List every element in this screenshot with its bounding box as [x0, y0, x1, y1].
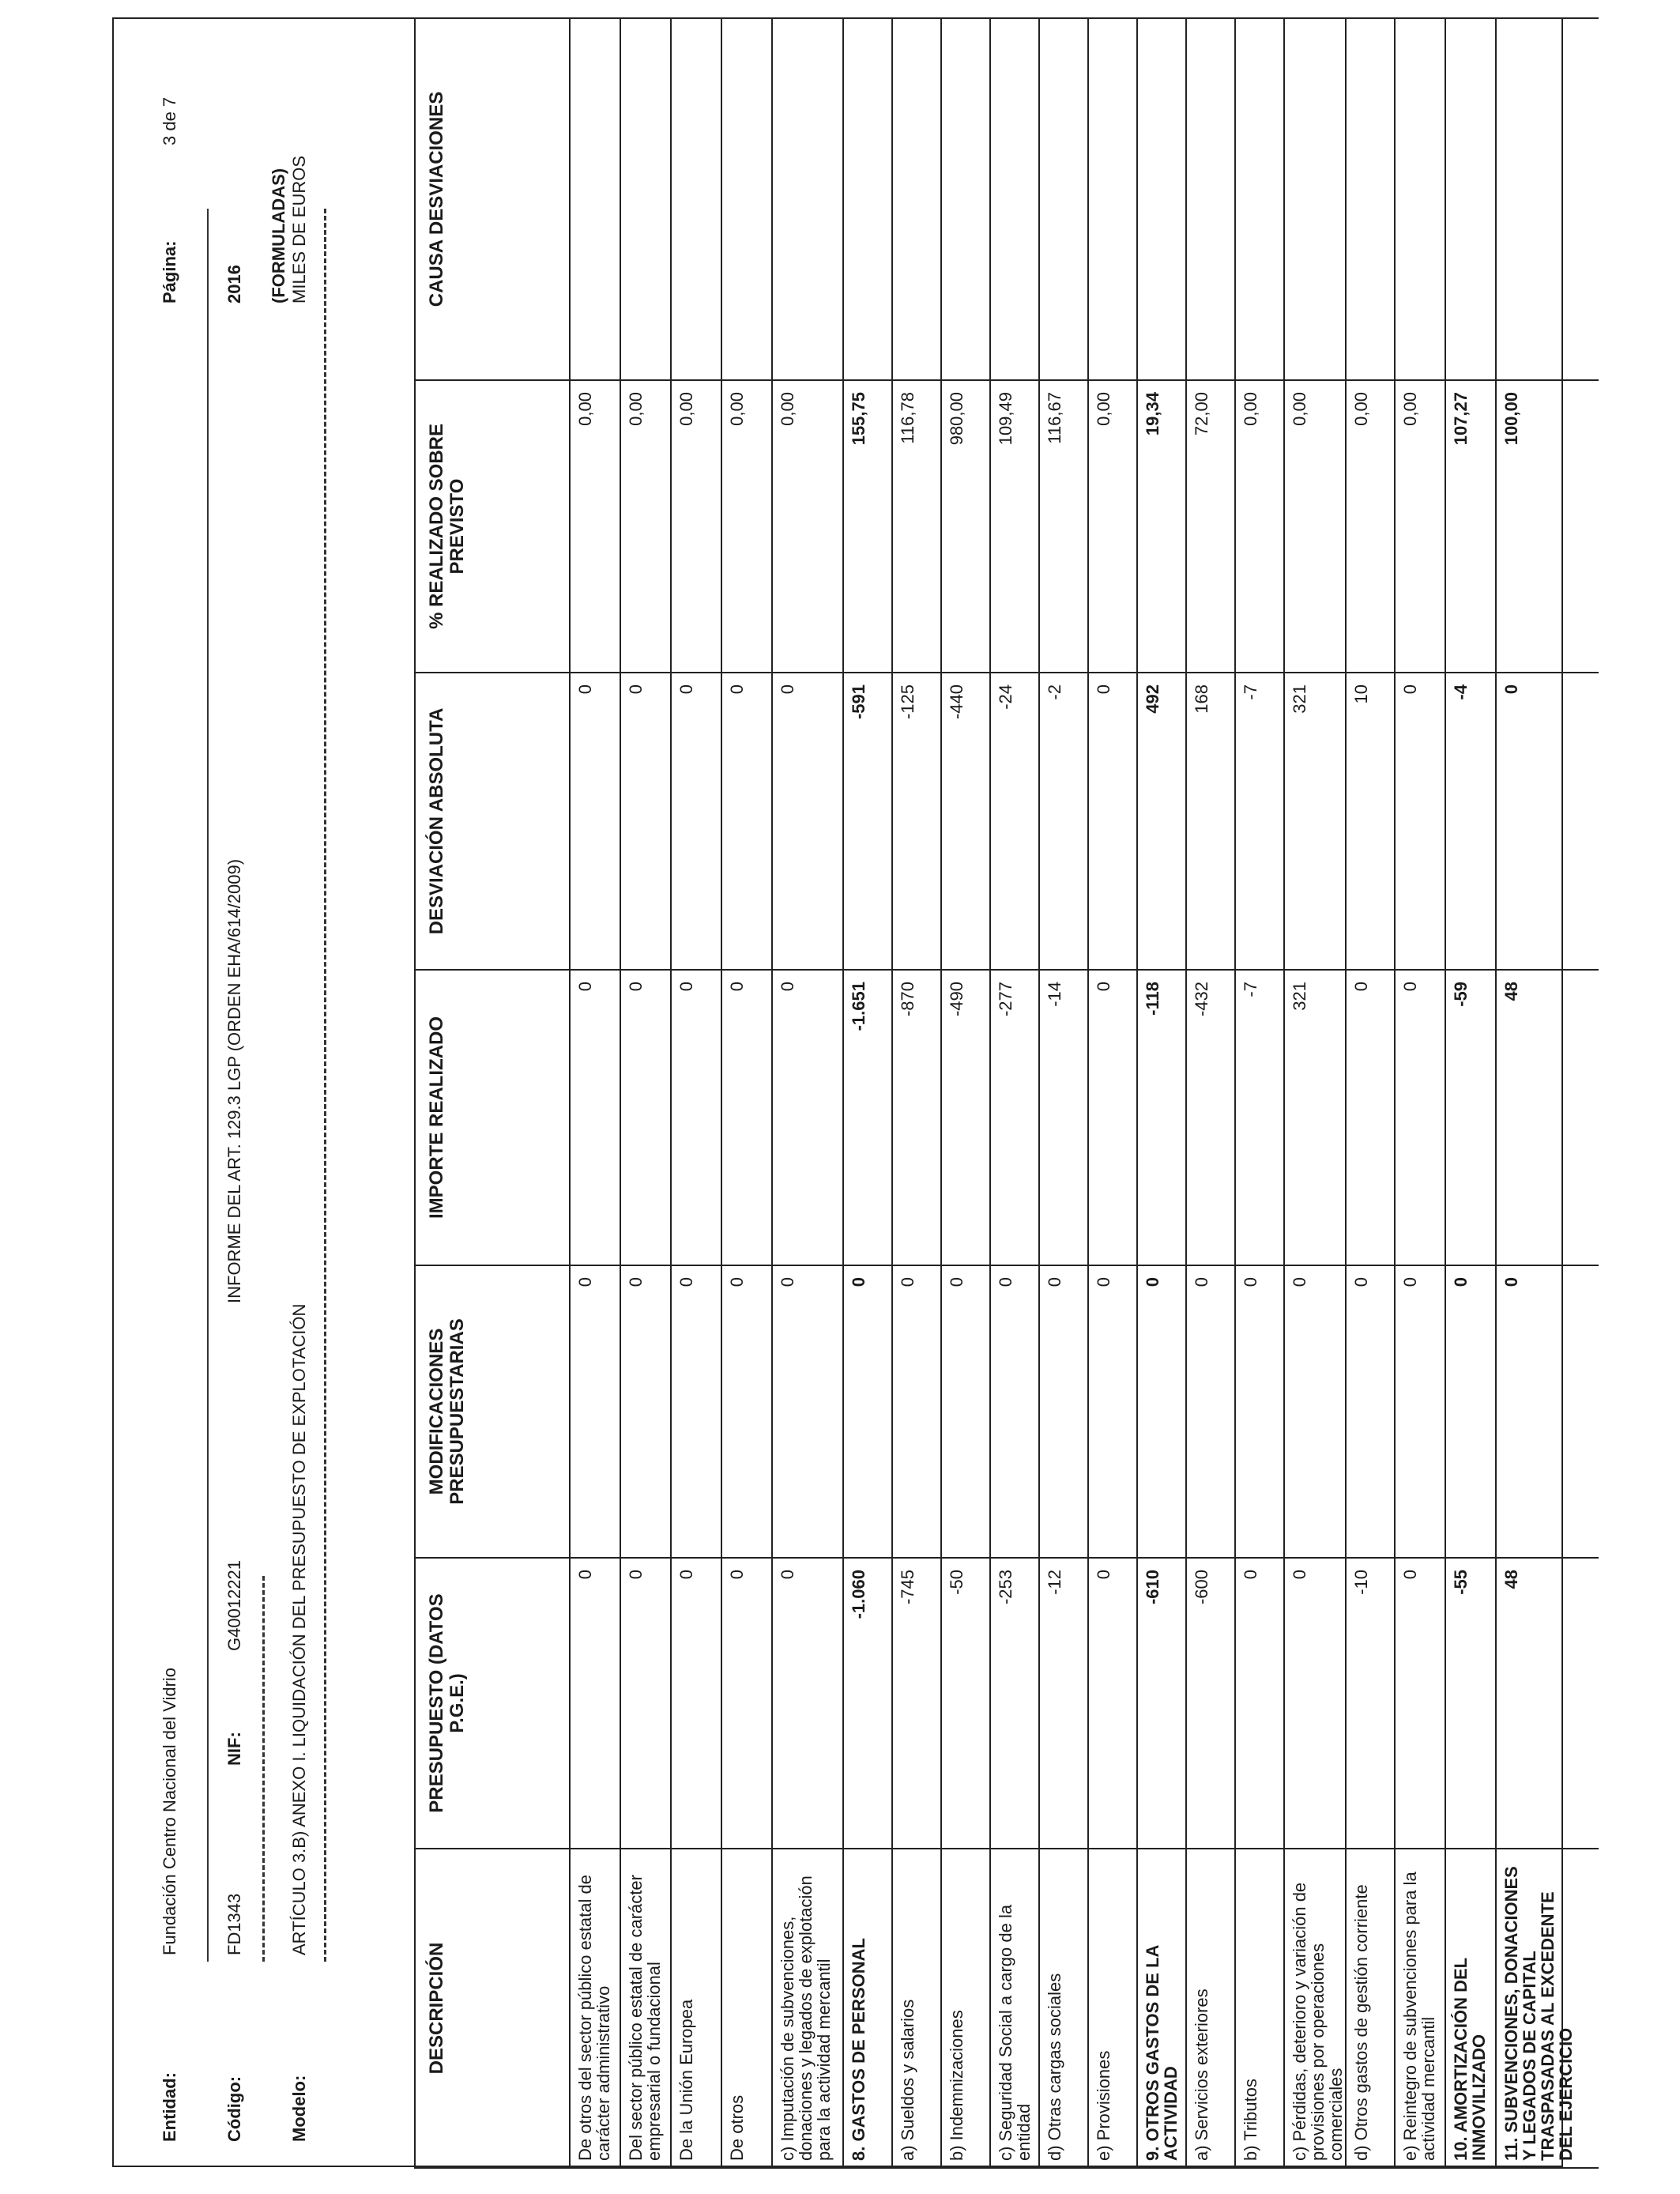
row-desviacion: -440 — [941, 673, 990, 970]
header-rule — [207, 209, 209, 1962]
row-descripcion: 10. AMORTIZACIÓN DEL INMOVILIZADO — [1445, 1849, 1496, 2168]
row-modificaciones: 0 — [1395, 1265, 1445, 1558]
row-desviacion: 0 — [570, 673, 620, 970]
row-presupuesto: 0 — [1235, 1558, 1284, 1849]
row-desviacion: 10 — [1346, 673, 1395, 970]
row-importe: -59 — [1445, 970, 1496, 1265]
row-modificaciones: 0 — [1137, 1265, 1186, 1558]
row-desviacion: 0 — [1496, 673, 1599, 970]
row-desviacion: -125 — [892, 673, 941, 970]
row-modificaciones: 0 — [990, 1265, 1039, 1558]
budget-liquidation-table — [414, 17, 1599, 2169]
row-porcentaje: 107,27 — [1445, 380, 1496, 673]
row-importe: 321 — [1284, 970, 1346, 1265]
row-presupuesto: 0 — [671, 1558, 721, 1849]
table-row — [1284, 18, 1346, 2168]
table-row — [1039, 18, 1088, 2168]
codigo-value: FD1343 — [224, 1893, 244, 1955]
row-importe: 0 — [1395, 970, 1445, 1265]
row-porcentaje: 0,00 — [1284, 380, 1346, 673]
row-descripcion: b) Tributos — [1235, 1849, 1284, 2168]
col-header-porcentaje: % REALIZADO SOBRE PREVISTO — [415, 380, 570, 673]
row-descripcion: Del sector público estatal de carácter empresarial o fundacional — [620, 1849, 671, 2168]
row-porcentaje: 0,00 — [772, 380, 843, 673]
row-desviacion: -7 — [1235, 673, 1284, 970]
row-importe: -118 — [1137, 970, 1186, 1265]
row-modificaciones: 0 — [843, 1265, 892, 1558]
row-descripcion: 11. SUBVENCIONES, DONACIONES Y LEGADOS DE CAPITAL TRASPASADAS AL EXCEDENTE DEL EJERCICIO — [1496, 1849, 1599, 2168]
row-descripcion: b) Indemnizaciones — [941, 1849, 990, 2168]
table-row — [843, 18, 892, 2168]
row-modificaciones: 0 — [1186, 1265, 1235, 1558]
row-presupuesto: 0 — [570, 1558, 620, 1849]
row-porcentaje: 0,00 — [620, 380, 671, 673]
row-causa — [671, 18, 721, 380]
row-causa — [1088, 18, 1137, 380]
row-descripcion: c) Imputación de subvenciones, donaciones y legados de explotación para la actividad mercantil — [772, 1849, 843, 2168]
row-desviacion: -24 — [990, 673, 1039, 970]
row-porcentaje: 0,00 — [570, 380, 620, 673]
row-presupuesto: 0 — [1284, 1558, 1346, 1849]
row-descripcion: e) Reintegro de subvenciones para la actividad mercantil — [1395, 1849, 1445, 2168]
row-modificaciones: 0 — [1284, 1265, 1346, 1558]
table-row — [570, 18, 620, 2168]
row-causa — [570, 18, 620, 380]
table-row — [1088, 18, 1137, 2168]
codigo-dashes — [262, 1576, 265, 1962]
row-presupuesto: -55 — [1445, 1558, 1496, 1849]
row-modificaciones: 0 — [772, 1265, 843, 1558]
row-causa — [1346, 18, 1395, 380]
row-causa — [1395, 18, 1445, 380]
row-presupuesto: -12 — [1039, 1558, 1088, 1849]
row-porcentaje: 0,00 — [721, 380, 772, 673]
nif-value: G40012221 — [224, 1560, 244, 1651]
row-descripcion: 8. GASTOS DE PERSONAL — [843, 1849, 892, 2168]
row-porcentaje: 0,00 — [1235, 380, 1284, 673]
pagina-value: 3 de 7 — [160, 96, 179, 145]
table-row — [1496, 18, 1599, 2168]
units-label: MILES DE EUROS — [289, 155, 309, 303]
row-importe: 0 — [1346, 970, 1395, 1265]
table-row — [721, 18, 772, 2168]
row-porcentaje: 0,00 — [1088, 380, 1137, 673]
row-porcentaje: 0,00 — [1395, 380, 1445, 673]
row-descripcion: c) Pérdidas, deterioro y variación de provisiones por operaciones comerciales — [1284, 1849, 1346, 2168]
document-page — [112, 17, 1576, 2167]
row-descripcion: e) Provisiones — [1088, 1849, 1137, 2168]
row-descripcion: c) Seguridad Social a cargo de la entidad — [990, 1849, 1039, 2168]
row-causa — [1235, 18, 1284, 380]
row-modificaciones: 0 — [892, 1265, 941, 1558]
table-row — [892, 18, 941, 2168]
row-desviacion: 0 — [1395, 673, 1445, 970]
row-importe: -277 — [990, 970, 1039, 1265]
table-body — [570, 18, 1599, 2168]
row-modificaciones: 0 — [1088, 1265, 1137, 1558]
row-importe: 0 — [1088, 970, 1137, 1265]
table-row — [1395, 18, 1445, 2168]
informe-title: INFORME DEL ART. 129.3 LGP (ORDEN EHA/614/2009) — [224, 858, 244, 1303]
row-importe: 48 — [1496, 970, 1599, 1265]
table-row — [772, 18, 843, 2168]
table-row — [1346, 18, 1395, 2168]
row-modificaciones: 0 — [941, 1265, 990, 1558]
row-porcentaje: 0,00 — [671, 380, 721, 673]
row-presupuesto: 0 — [772, 1558, 843, 1849]
row-desviacion: 0 — [721, 673, 772, 970]
table-row — [990, 18, 1039, 2168]
row-causa — [1496, 18, 1599, 380]
modelo-label: Modelo: — [289, 2075, 309, 2142]
row-desviacion: 168 — [1186, 673, 1235, 970]
report-year: 2016 — [224, 265, 244, 303]
row-importe: 0 — [671, 970, 721, 1265]
pagina-label: Página: — [160, 240, 179, 303]
nif-label: NIF: — [224, 1732, 244, 1766]
table-row — [620, 18, 671, 2168]
table-row — [671, 18, 721, 2168]
row-presupuesto: -253 — [990, 1558, 1039, 1849]
row-causa — [721, 18, 772, 380]
table-row — [1137, 18, 1186, 2168]
row-descripcion: d) Otras cargas sociales — [1039, 1849, 1088, 2168]
row-modificaciones: 0 — [570, 1265, 620, 1558]
row-desviacion: 492 — [1137, 673, 1186, 970]
row-causa — [1039, 18, 1088, 380]
table-row — [1235, 18, 1284, 2168]
modelo-dashes — [324, 209, 326, 1962]
row-desviacion: 0 — [772, 673, 843, 970]
row-presupuesto: -1.060 — [843, 1558, 892, 1849]
row-causa — [1137, 18, 1186, 380]
row-modificaciones: 0 — [721, 1265, 772, 1558]
entidad-value: Fundación Centro Nacional del Vidrio — [160, 1667, 179, 1955]
row-presupuesto: 0 — [721, 1558, 772, 1849]
row-modificaciones: 0 — [671, 1265, 721, 1558]
row-importe: 0 — [772, 970, 843, 1265]
table-row — [1186, 18, 1235, 2168]
row-descripcion: 9. OTROS GASTOS DE LA ACTIVIDAD — [1137, 1849, 1186, 2168]
col-header-causa: CAUSA DESVIACIONES — [415, 18, 570, 380]
row-modificaciones: 0 — [620, 1265, 671, 1558]
row-presupuesto: -10 — [1346, 1558, 1395, 1849]
col-header-descripcion: DESCRIPCIÓN — [415, 1849, 570, 2168]
row-modificaciones: 0 — [1039, 1265, 1088, 1558]
row-porcentaje: 116,67 — [1039, 380, 1088, 673]
table-header-row — [415, 18, 570, 2168]
row-importe: 0 — [570, 970, 620, 1265]
row-descripcion: d) Otros gastos de gestión corriente — [1346, 1849, 1395, 2168]
row-porcentaje: 0,00 — [1346, 380, 1395, 673]
row-causa — [1284, 18, 1346, 380]
table-row — [941, 18, 990, 2168]
col-header-modificaciones: MODIFICACIONES PRESUPUESTARIAS — [415, 1265, 570, 1558]
row-causa — [990, 18, 1039, 380]
row-porcentaje: 109,49 — [990, 380, 1039, 673]
col-header-presupuesto: PRESUPUESTO (DATOS P.G.E.) — [415, 1558, 570, 1849]
row-descripcion: De la Unión Europea — [671, 1849, 721, 2168]
row-importe: 0 — [620, 970, 671, 1265]
row-presupuesto: 0 — [1395, 1558, 1445, 1849]
row-desviacion: -591 — [843, 673, 892, 970]
row-presupuesto: 0 — [1088, 1558, 1137, 1849]
row-importe: -432 — [1186, 970, 1235, 1265]
row-presupuesto: 48 — [1496, 1558, 1599, 1849]
row-modificaciones: 0 — [1235, 1265, 1284, 1558]
row-desviacion: 0 — [671, 673, 721, 970]
row-causa — [843, 18, 892, 380]
row-modificaciones: 0 — [1496, 1265, 1599, 1558]
row-causa — [620, 18, 671, 380]
row-causa — [1186, 18, 1235, 380]
table-row — [1445, 18, 1496, 2168]
formuladas-label: (FORMULADAS) — [269, 168, 288, 303]
row-importe: 0 — [721, 970, 772, 1265]
row-presupuesto: -600 — [1186, 1558, 1235, 1849]
row-porcentaje: 116,78 — [892, 380, 941, 673]
col-header-importe: IMPORTE REALIZADO — [415, 970, 570, 1265]
row-importe: -1.651 — [843, 970, 892, 1265]
row-modificaciones: 0 — [1346, 1265, 1395, 1558]
row-causa — [892, 18, 941, 380]
row-descripcion: a) Servicios exteriores — [1186, 1849, 1235, 2168]
row-desviacion: 0 — [1088, 673, 1137, 970]
rotated-report — [114, 19, 1576, 2169]
row-desviacion: 321 — [1284, 673, 1346, 970]
row-presupuesto: -745 — [892, 1558, 941, 1849]
row-desviacion: -4 — [1445, 673, 1496, 970]
row-porcentaje: 100,00 — [1496, 380, 1599, 673]
row-causa — [772, 18, 843, 380]
row-modificaciones: 0 — [1445, 1265, 1496, 1558]
col-header-desviacion: DESVIACIÓN ABSOLUTA — [415, 673, 570, 970]
row-descripcion: a) Sueldos y salarios — [892, 1849, 941, 2168]
row-desviacion: -2 — [1039, 673, 1088, 970]
row-importe: -7 — [1235, 970, 1284, 1265]
row-presupuesto: -610 — [1137, 1558, 1186, 1849]
entidad-label: Entidad: — [160, 2072, 179, 2142]
row-presupuesto: -50 — [941, 1558, 990, 1849]
row-presupuesto: 0 — [620, 1558, 671, 1849]
row-descripcion: De otros — [721, 1849, 772, 2168]
modelo-value: ARTÍCULO 3.B) ANEXO I. LIQUIDACIÓN DEL PRESUPUESTO DE EXPLOTACIÓN — [289, 1303, 309, 1955]
row-importe: -870 — [892, 970, 941, 1265]
row-porcentaje: 980,00 — [941, 380, 990, 673]
codigo-label: Código: — [224, 2075, 244, 2142]
row-desviacion: 0 — [620, 673, 671, 970]
row-causa — [941, 18, 990, 380]
row-importe: -490 — [941, 970, 990, 1265]
row-porcentaje: 155,75 — [843, 380, 892, 673]
row-porcentaje: 19,34 — [1137, 380, 1186, 673]
row-porcentaje: 72,00 — [1186, 380, 1235, 673]
row-importe: -14 — [1039, 970, 1088, 1265]
row-descripcion: De otros del sector público estatal de carácter administrativo — [570, 1849, 620, 2168]
row-causa — [1445, 18, 1496, 380]
